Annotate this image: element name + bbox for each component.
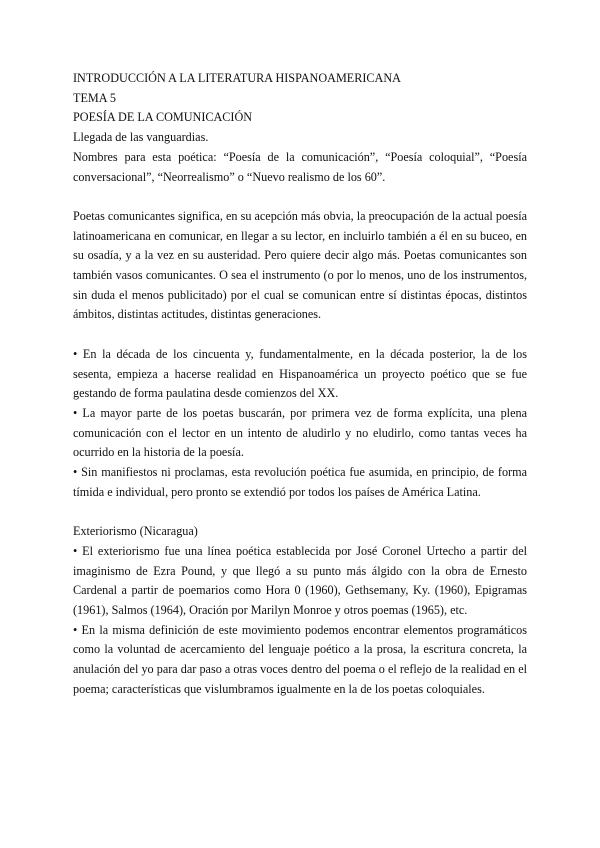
section-title: Exteriorismo (Nicaragua) [73,524,198,539]
bullet-item: • En la misma definición de este movimiento podemos encontrar elementos programáticos como la voluntad de acercamiento del lenguaje poético a la prosa, la escritura concreta, la anulación del yo para dar paso a otras voces dentro del poema o el reflejo de la realidad en el poema; características que vislumbramos igualmente en la de los poetas coloquiales. [73,622,527,696]
spacer [73,187,527,207]
subheading: Llegada de las vanguardias. [73,130,209,145]
intro-paragraph: Nombres para esta poética: “Poesía de la comunicación”, “Poesía coloquial”, “Poesía conversacional”, “Neorrealismo” o “Nuevo realismo de los 60”. [73,149,527,184]
course-title: INTRODUCCIÓN A LA LITERATURA HISPANOAMERICANA [73,71,401,85]
bullet-list-2 [73,542,527,700]
bullet-item: • Sin manifiestos ni proclamas, esta revolución poética fue asumida, en principio, de forma tímida e individual, pero pronto se extendió por todos los países de América Latina. [73,465,527,499]
spacer [73,502,527,522]
paragraph-2: Poetas comunicantes significa, en su acepción más obvia, la preocupación de la actual poesía latinoamericana en comunicar, en llegar a su lector, en incluirlo también a él en su buceo, en su osadía, y a la vez en su austeridad. Pero quiere decir algo más. Poetas comunicantes son también vasos comunicantes. O sea el instrumento (o por lo menos, uno de los instrumentos, sin duda el menos publicitado) por el cual se comunican entre sí distintas épocas, distintos ámbitos, distintas actitudes, distintas generaciones. [73,208,527,322]
spacer [73,325,527,345]
unit-title: POESÍA DE LA COMUNICACIÓN [73,110,253,125]
unit-label: TEMA 5 [73,90,116,105]
bullet-item: • La mayor parte de los poetas buscarán, por primera vez de forma explícita, una plena comunicación con el lector en un intento de aludirlo y no eludirlo, como tantas veces ha ocurrido en la historia de la poesía. [73,405,527,460]
bullet-list-1 [73,345,527,503]
bullet-item: • El exteriorismo fue una línea poética establecida por José Coronel Urtecho a partir del imaginismo de Ezra Pound, y que llegó a su punto más álgido con la obra de Ernesto Cardenal a partir de poemarios como Hora 0 (1960), Gethsemany, Ky. (1960), Epigramas (1961), Salmos (1964), Oración por Marilyn Monroe y otros poemas (1965), etc. [73,543,527,617]
bullet-item: • En la década de los cincuenta y, fundamentalmente, en la década posterior, la de los sesenta, empieza a hacerse realidad en Hispanoamérica un proyecto poético que se fue gestando de forma paulatina desde comienzos del XX. [73,346,527,401]
document-content [73,69,527,699]
